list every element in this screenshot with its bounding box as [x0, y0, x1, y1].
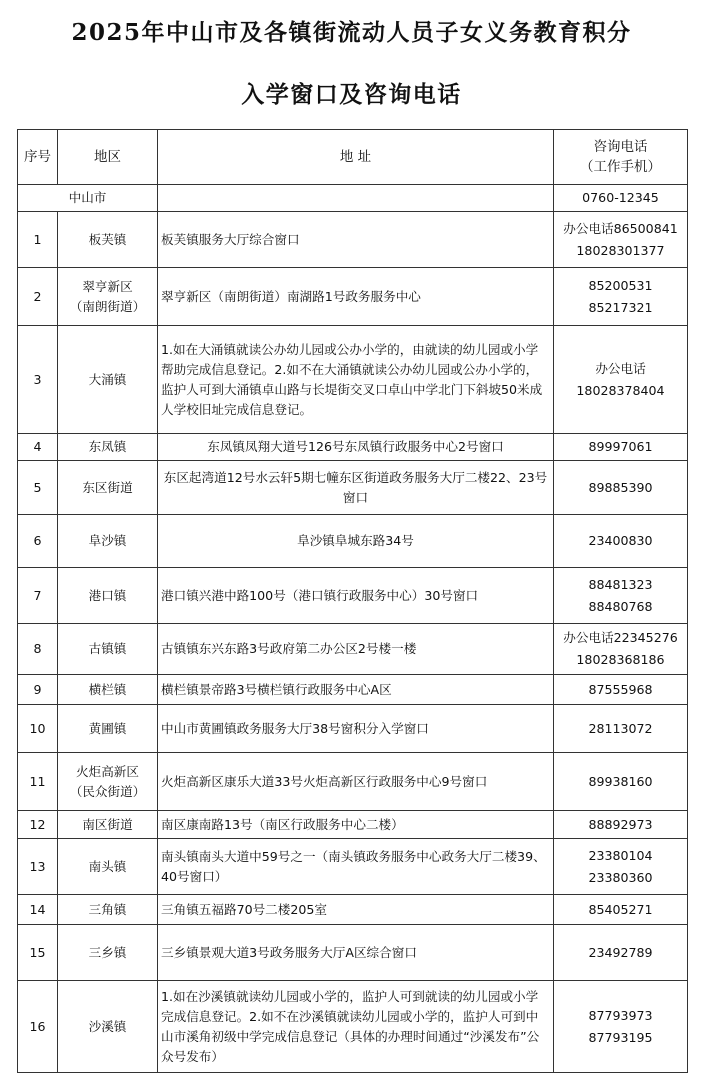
- table-row: [18, 895, 688, 925]
- row-phone-line: 89885390: [588, 479, 653, 495]
- table-row: [18, 925, 688, 981]
- row-region: [58, 675, 158, 705]
- row-address: 东凤镇凤翔大道号126号东凤镇行政服务中心2号窗口: [158, 434, 554, 461]
- row-phone: [554, 705, 688, 753]
- row-region-line: 大涌镇: [88, 371, 127, 387]
- row-region-line: 板芙镇: [88, 231, 127, 247]
- row-phone: [554, 675, 688, 705]
- row-region: [58, 212, 158, 268]
- row-phone: [554, 212, 688, 268]
- row-phone-line: 89938160: [588, 773, 653, 789]
- row-region: [58, 753, 158, 811]
- row-seq: 4: [18, 434, 58, 461]
- row-region: [58, 895, 158, 925]
- row-region: [58, 981, 158, 1073]
- row-address: 中山市黄圃镇政务服务大厅38号窗积分入学窗口: [158, 705, 554, 753]
- row-phone: [554, 434, 688, 461]
- table-row: [18, 268, 688, 326]
- document-subtitle: 入学窗口及咨询电话: [241, 81, 462, 108]
- table-row: [18, 212, 688, 268]
- header-address: 地 址: [158, 130, 554, 185]
- row-region-line: 东区街道: [82, 479, 133, 495]
- row-phone-line: 18028368186: [576, 652, 665, 667]
- row-region-line: 横栏镇: [88, 681, 127, 697]
- table-row: [18, 568, 688, 624]
- row-seq: 10: [18, 705, 58, 753]
- row-seq: 5: [18, 461, 58, 515]
- row-seq: 1: [18, 212, 58, 268]
- table-row: [18, 624, 688, 675]
- row-phone: [554, 268, 688, 326]
- table-row: [18, 839, 688, 895]
- row-phone-line: 85200531: [588, 277, 653, 293]
- table-row: [18, 675, 688, 705]
- row-address: 南头镇南头大道中59号之一（南头镇政务服务中心政务大厅二楼39、40号窗口）: [158, 839, 554, 895]
- row-region-line: （南朗街道）: [69, 298, 146, 314]
- row-phone: [554, 753, 688, 811]
- row-phone-line: 23380104: [588, 847, 653, 863]
- row-region: [58, 434, 158, 461]
- row-address: 1.如在沙溪镇就读幼儿园或小学的，监护人可到就读的幼儿园或小学完成信息登记。2.如不在沙溪镇就读幼儿园或小学的，监护人可到中山市溪角初级中学完成信息登记（具体的办理时间通过“沙溪发布”公众号发布）: [158, 981, 554, 1073]
- row-phone-line: 办公电话22345276: [563, 630, 678, 645]
- row-phone-line: 23400830: [588, 533, 653, 548]
- row-address: 1.如在大涌镇就读公办幼儿园或公办小学的，由就读的幼儿园或小学帮助完成信息登记。2.如不在大涌镇就读公办幼儿园或公办小学的，监护人可到大涌镇卓山路与长堤街交叉口卓山中学北门下斜坡50米成人学校旧址完成信息登记。: [158, 326, 554, 434]
- row-region-line: 阜沙镇: [88, 533, 127, 548]
- row-phone: [554, 624, 688, 675]
- row-phone: [554, 925, 688, 981]
- row-address: 古镇镇东兴东路3号政府第二办公区2号楼一楼: [158, 624, 554, 675]
- table-row: [18, 434, 688, 461]
- row-phone: [554, 515, 688, 568]
- row-region: [58, 568, 158, 624]
- row-phone: [554, 839, 688, 895]
- row-region-line: 港口镇: [88, 587, 127, 603]
- row-seq: 15: [18, 925, 58, 981]
- row-phone-line: 18028378404: [576, 382, 665, 398]
- row-region: [58, 624, 158, 675]
- header-phone: [554, 130, 688, 185]
- row-seq: 7: [18, 568, 58, 624]
- row-region-line: 黄圃镇: [88, 720, 127, 736]
- row-region-line: 南头镇: [88, 858, 127, 874]
- row-phone-line: 23380360: [588, 869, 653, 885]
- table-row: [18, 515, 688, 568]
- row-phone-line: 87555968: [588, 681, 653, 697]
- row-address: 翠亨新区（南朗街道）南湖路1号政务服务中心: [158, 268, 554, 326]
- row-seq: 14: [18, 895, 58, 925]
- row-region-line: 南区街道: [82, 816, 133, 832]
- row-region: [58, 705, 158, 753]
- row-seq: 6: [18, 515, 58, 568]
- row-seq: 12: [18, 811, 58, 839]
- header-phone-line1: 咨询电话: [593, 139, 648, 155]
- document-title: 2025年中山市及各镇街流动人员子女义务教育积分: [71, 19, 632, 46]
- row-region-line: 东凤镇: [88, 439, 127, 454]
- row-phone-line: 88892973: [588, 816, 653, 832]
- row-phone-line: 28113072: [588, 720, 653, 736]
- row-seq: 13: [18, 839, 58, 895]
- table-row: [18, 461, 688, 515]
- row-phone: [554, 895, 688, 925]
- row-address: 火炬高新区康乐大道33号火炬高新区行政服务中心9号窗口: [158, 753, 554, 811]
- row-region: [58, 326, 158, 434]
- row-address: 南区康南路13号（南区行政服务中心二楼）: [158, 811, 554, 839]
- row-region-line: 沙溪镇: [88, 1018, 127, 1034]
- row-address: 阜沙镇阜城东路34号: [158, 515, 554, 568]
- row-seq: 9: [18, 675, 58, 705]
- row-region-line: （民众街道）: [69, 783, 146, 799]
- row-region: [58, 268, 158, 326]
- row-region: [58, 925, 158, 981]
- row-seq: 16: [18, 981, 58, 1073]
- row-region-line: 三角镇: [88, 901, 127, 917]
- table-row: [18, 753, 688, 811]
- row-address: 板芙镇服务大厅综合窗口: [158, 212, 554, 268]
- header-region: 地区: [58, 130, 158, 185]
- city-address: [158, 185, 554, 212]
- header-seq: 序号: [18, 130, 58, 185]
- row-phone-line: 85405271: [588, 901, 653, 917]
- row-address: 东区起湾道12号水云轩5期七幢东区街道政务服务大厅二楼22、23号窗口: [158, 461, 554, 515]
- header-phone-line2: （工作手机）: [580, 159, 661, 175]
- consultation-table: [17, 129, 688, 1073]
- row-phone-line: 87793973: [588, 1007, 653, 1023]
- row-region-line: 三乡镇: [88, 944, 127, 960]
- row-address: 港口镇兴港中路100号（港口镇行政服务中心）30号窗口: [158, 568, 554, 624]
- row-seq: 8: [18, 624, 58, 675]
- row-region-line: 翠亨新区: [82, 278, 133, 294]
- table-row: [18, 811, 688, 839]
- row-phone: [554, 981, 688, 1073]
- row-phone-line: 88480768: [588, 598, 653, 614]
- row-phone: [554, 461, 688, 515]
- row-phone-line: 办公电话: [595, 360, 646, 376]
- row-region: [58, 515, 158, 568]
- row-phone-line: 88481323: [588, 576, 653, 592]
- row-phone-line: 89997061: [588, 439, 653, 454]
- row-seq: 2: [18, 268, 58, 326]
- table-row: [18, 981, 688, 1073]
- row-region-line: 火炬高新区: [76, 763, 139, 779]
- row-address: 三乡镇景观大道3号政务服务大厅A区综合窗口: [158, 925, 554, 981]
- table-row: [18, 326, 688, 434]
- city-row: [18, 185, 688, 212]
- row-phone: [554, 811, 688, 839]
- row-phone-line: 办公电话86500841: [563, 220, 678, 236]
- row-phone-line: 85217321: [588, 299, 653, 315]
- city-name: 中山市: [18, 185, 158, 212]
- city-phone: 0760-12345: [554, 185, 688, 212]
- row-phone: [554, 326, 688, 434]
- table-row: [18, 705, 688, 753]
- row-seq: 3: [18, 326, 58, 434]
- row-phone: [554, 568, 688, 624]
- row-address: 横栏镇景帝路3号横栏镇行政服务中心A区: [158, 675, 554, 705]
- row-seq: 11: [18, 753, 58, 811]
- table-header-row: [18, 130, 688, 185]
- row-phone-line: 23492789: [588, 944, 653, 960]
- row-region-line: 古镇镇: [88, 641, 127, 656]
- row-region: [58, 811, 158, 839]
- row-address: 三角镇五福路70号二楼205室: [158, 895, 554, 925]
- row-region: [58, 839, 158, 895]
- row-phone-line: 87793195: [588, 1029, 653, 1045]
- row-region: [58, 461, 158, 515]
- row-phone-line: 18028301377: [576, 242, 665, 258]
